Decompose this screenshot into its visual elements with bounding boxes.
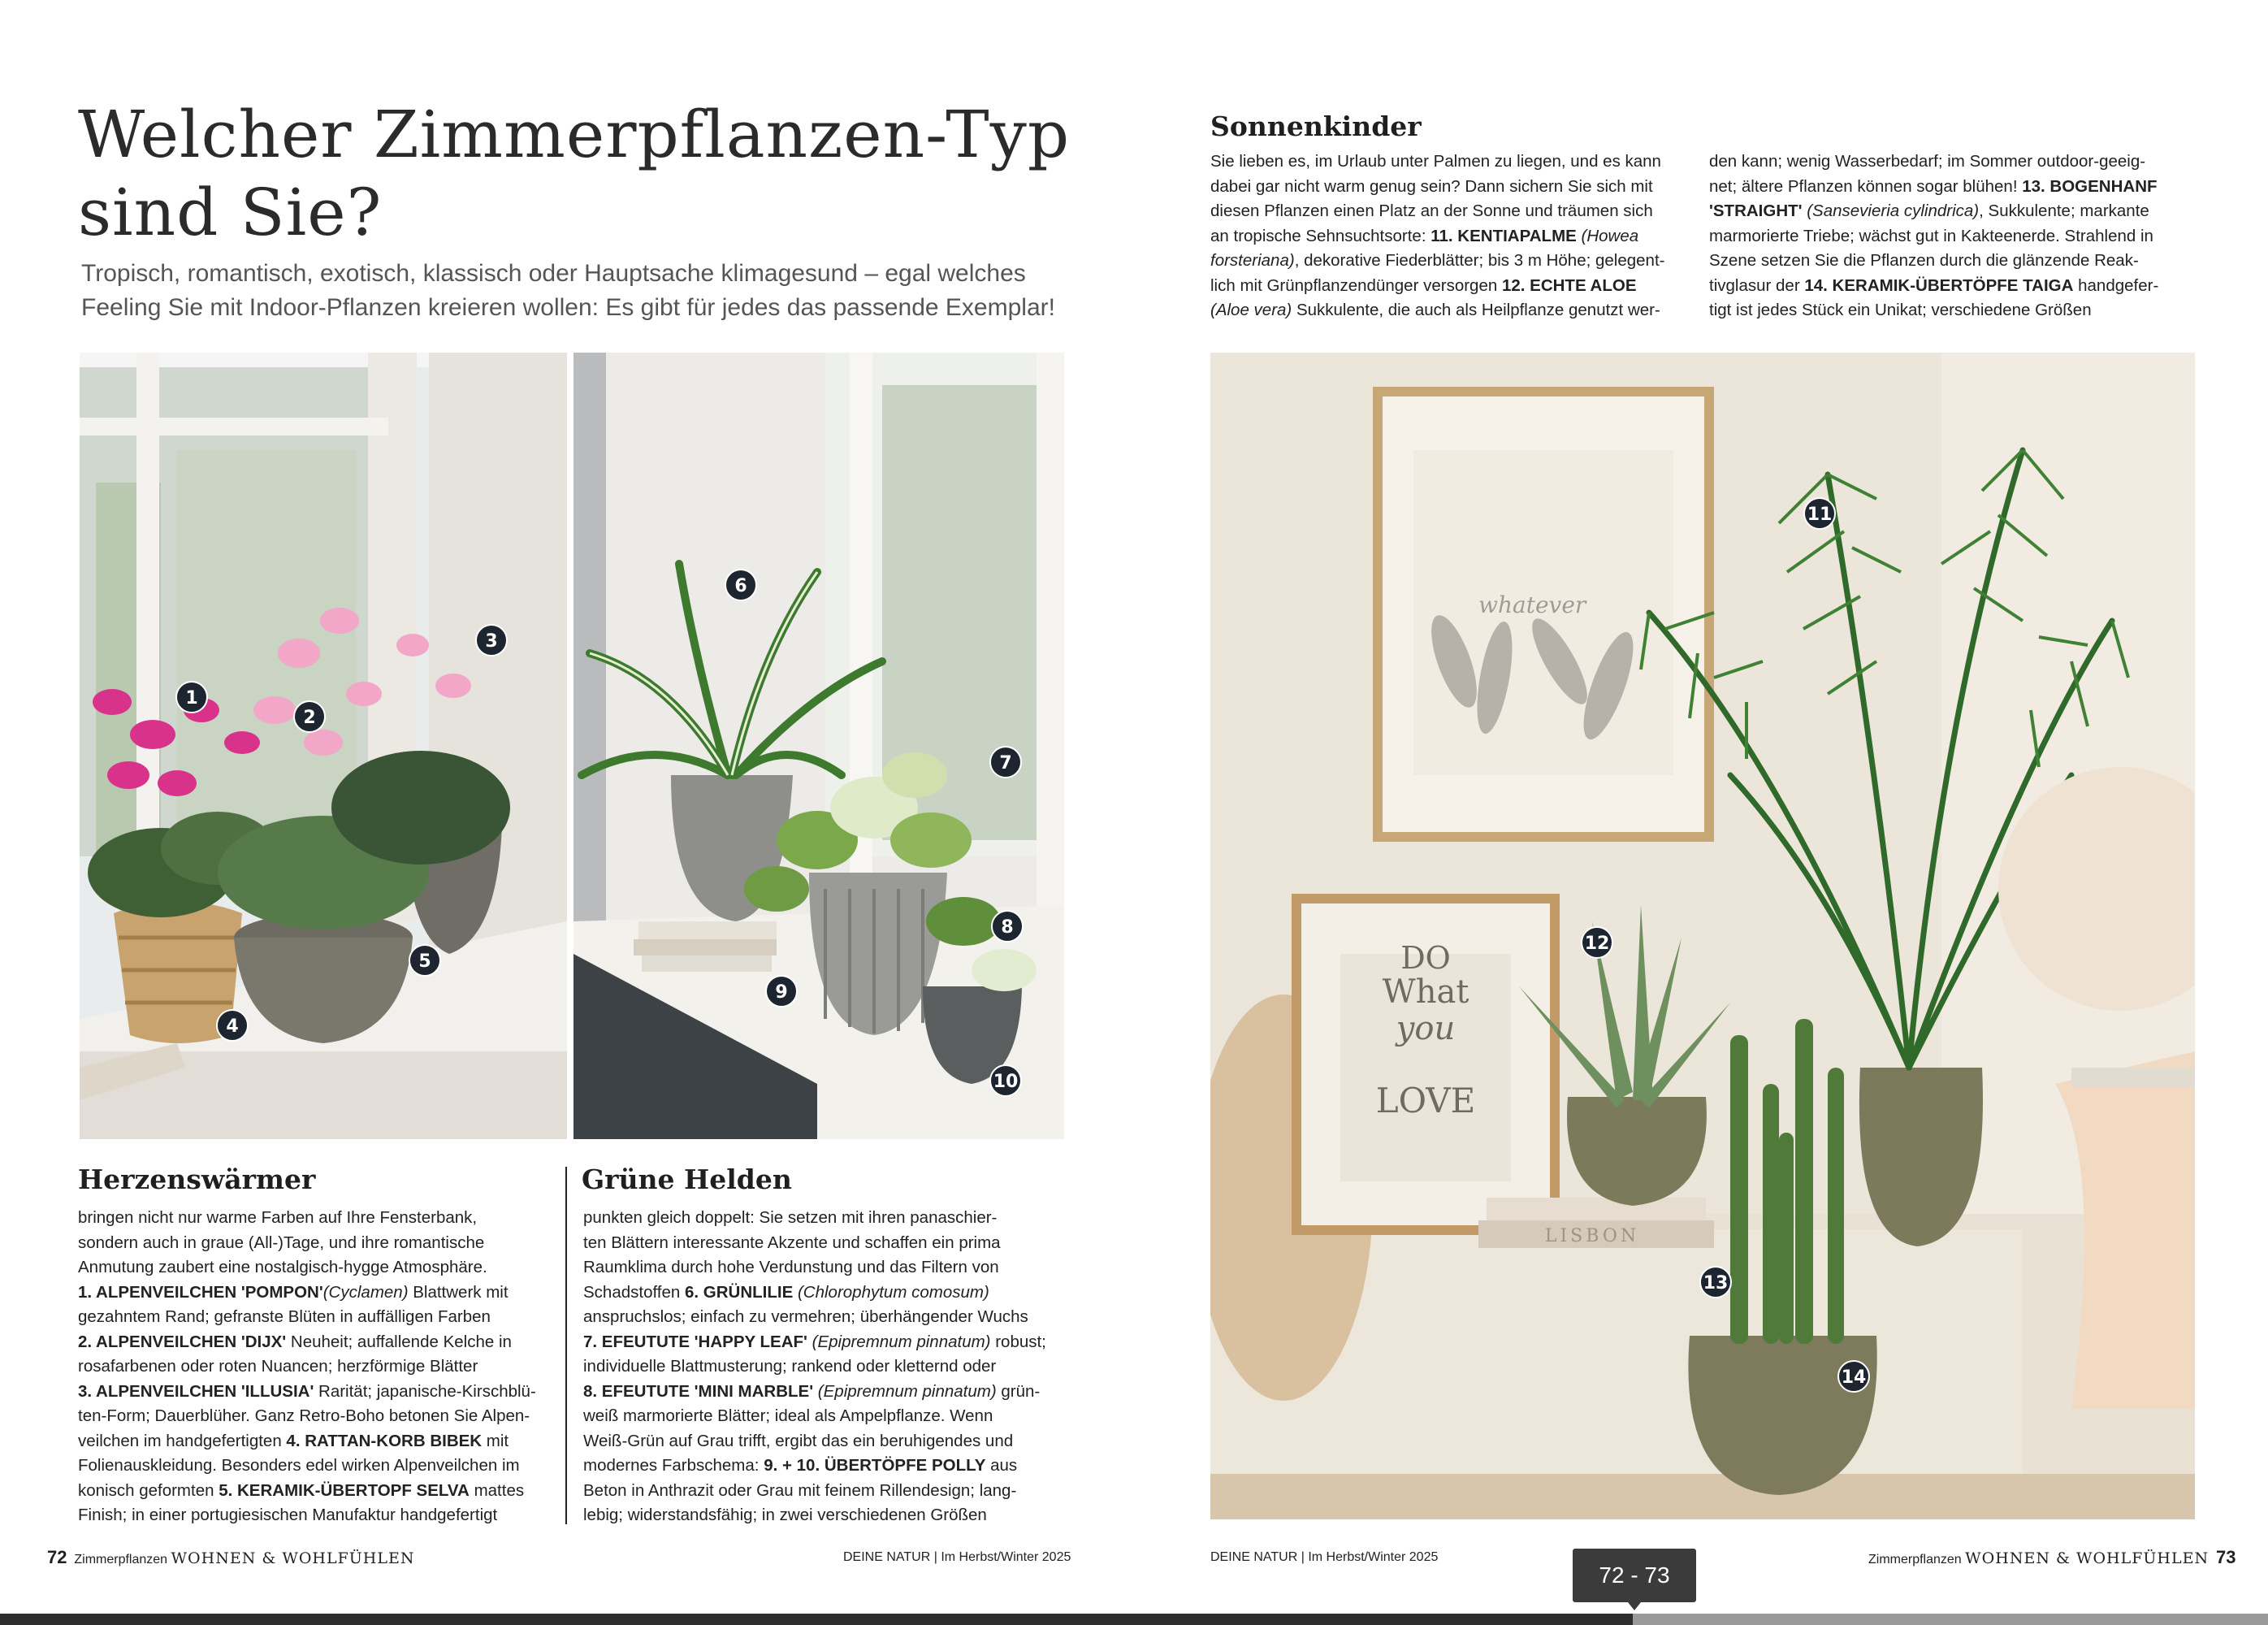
text-line: Schadstoffen 6. GRÜNLILIE (Chlorophytum comosum): [583, 1282, 989, 1302]
text-line: tivglasur der 14. KERAMIK-ÜBERTÖPFE TAIGA handgefer-: [1709, 275, 2159, 295]
text-line: 1. ALPENVEILCHEN 'POMPON'(Cyclamen) Blattwerk mit: [78, 1282, 509, 1302]
footer-mag-left: DEINE NATUR | Im Herbst/Winter 2025: [843, 1550, 1071, 1564]
reading-progress-bar[interactable]: [0, 1614, 2268, 1625]
reading-progress-fill: [0, 1614, 1633, 1625]
text-line: sondern auch in graue (All-)Tage, und ihre romantische: [78, 1233, 485, 1252]
intro-line-1: Tropisch, romantisch, exotisch, klassisch oder Hauptsache klimagesund – egal welches: [81, 260, 1026, 287]
heading-herzenswaermer: Herzenswärmer: [78, 1164, 316, 1195]
text-line: net; ältere Pflanzen können sogar blühen! 13. BOGENHANF: [1709, 176, 2158, 196]
marker-6: 6: [725, 569, 757, 601]
text-line: Folienauskleidung. Besonders edel wirken Alpenveilchen im: [78, 1456, 520, 1475]
marker-8: 8: [991, 910, 1024, 942]
frame1-script: whatever: [1478, 592, 1586, 618]
text-sonnenkinder-col2: [1709, 150, 2197, 323]
photo-gruene-helden: [573, 353, 1064, 1139]
text-line: 3. ALPENVEILCHEN 'ILLUSIA' Rarität; japanische-Kirschblü-: [78, 1381, 536, 1401]
text-line: Weiß-Grün auf Grau trifft, ergibt das ein beruhigendes und: [583, 1431, 1014, 1450]
footer-brand-left: WOHNEN & WOHLFÜHLEN: [171, 1549, 415, 1567]
text-line: weiß marmorierte Blätter; ideal als Ampelpflanze. Wenn: [583, 1406, 993, 1425]
text-line: Beton in Anthrazit oder Grau mit feinem Rillendesign; lang-: [583, 1480, 1017, 1500]
text-line: den kann; wenig Wasserbedarf; im Sommer outdoor-geeig-: [1709, 152, 2146, 171]
text-line: punkten gleich doppelt: Sie setzen mit ihren panaschier-: [583, 1208, 998, 1227]
text-line: (Aloe vera) Sukkulente, die auch als Heilpflanze genutzt wer-: [1210, 301, 1660, 319]
marker-5: 5: [409, 944, 441, 977]
footer-mag-right: DEINE NATUR | Im Herbst/Winter 2025: [1210, 1550, 1439, 1564]
intro-text: [81, 257, 1089, 325]
text-line: anspruchslos; einfach zu vermehren; überhängender Wuchs: [583, 1307, 1028, 1326]
footer-left: [47, 1547, 415, 1568]
palm-room-image: [1210, 353, 2195, 1519]
marker-3: 3: [475, 624, 508, 656]
page-indicator[interactable]: 72 - 73: [1573, 1549, 1696, 1602]
marker-10: 10: [989, 1064, 1022, 1097]
title-line-1: Welcher Zimmerpflanzen-Typ: [78, 97, 1071, 172]
frame2-line0: DO: [1400, 940, 1451, 976]
page-number-left: 72: [47, 1547, 67, 1567]
text-line: an tropische Sehnsuchtsorte: 11. KENTIAPALME (Howea: [1210, 226, 1639, 245]
cyclamen-window-image: [80, 353, 567, 1139]
photo-herzenswaermer: [80, 353, 567, 1139]
text-line: diesen Pflanzen einen Platz an der Sonne und träumen sich: [1210, 202, 1653, 220]
footer-section-left: Zimmerpflanzen: [74, 1553, 168, 1566]
text-line: modernes Farbschema: 9. + 10. ÜBERTÖPFE POLLY aus: [583, 1456, 1018, 1475]
text-line: konisch geformten 5. KERAMIK-ÜBERTOPF SELVA mattes: [78, 1480, 525, 1500]
text-line: Finish; in einer portugiesischen Manufaktur handgefertigt: [78, 1506, 498, 1524]
marker-2: 2: [293, 700, 326, 733]
text-line: gezahntem Rand; gefranste Blüten in auffälligen Farben: [78, 1307, 491, 1326]
marker-14: 14: [1837, 1360, 1870, 1393]
text-line: 8. EFEUTUTE 'MINI MARBLE' (Epipremnum pinnatum) grün-: [583, 1381, 1041, 1401]
frame2-line3: LOVE: [1375, 1081, 1476, 1120]
title-line-2: sind Sie?: [78, 175, 383, 250]
photo-sonnenkinder: [1210, 353, 2195, 1519]
marker-1: 1: [175, 681, 208, 713]
intro-line-2: Feeling Sie mit Indoor-Pflanzen kreieren wollen: Es gibt für jedes das passende Exemplar!: [81, 294, 1055, 321]
text-line: 2. ALPENVEILCHEN 'DIJX' Neuheit; auffallende Kelche in: [78, 1332, 512, 1351]
text-line: individuelle Blattmusterung; rankend oder kletternd oder: [583, 1357, 997, 1376]
text-line: Szene setzen Sie die Pflanzen durch die glänzende Reak-: [1709, 251, 2139, 270]
text-line: lich mit Grünpflanzendünger versorgen 12. ECHTE ALOE: [1210, 275, 1637, 295]
footer-brand-right: WOHNEN & WOHLFÜHLEN: [1965, 1549, 2210, 1567]
frame2-line2: you: [1396, 1010, 1456, 1047]
text-line: veilchen im handgefertigten 4. RATTAN-KORB BIBEK mit: [78, 1431, 509, 1450]
green-plants-window-image: [573, 353, 1064, 1139]
text-line: marmorierte Triebe; wächst gut in Kakteenerde. Strahlend in: [1709, 226, 2153, 245]
page-title: [78, 96, 1102, 252]
footer-section-right: Zimmerpflanzen: [1868, 1553, 1962, 1566]
marker-7: 7: [989, 746, 1022, 778]
text-line: dabei gar nicht warm genug sein? Dann sichern Sie sich mit: [1210, 176, 1653, 196]
text-herzenswaermer: [78, 1206, 557, 1528]
book-spine-text: LISBON: [1544, 1226, 1640, 1246]
marker-4: 4: [216, 1009, 249, 1042]
frame2-line1: What: [1382, 973, 1469, 1011]
heading-sonnenkinder: Sonnenkinder: [1210, 110, 1422, 142]
text-line: bringen nicht nur warme Farben auf Ihre Fensterbank,: [78, 1208, 478, 1227]
text-sonnenkinder-col1: [1210, 150, 1690, 323]
text-line: forsteriana), dekorative Fiederblätter; bis 3 m Höhe; gelegent-: [1210, 251, 1665, 270]
marker-12: 12: [1581, 926, 1613, 959]
text-line: Anmutung zaubert eine nostalgisch-hygge Atmosphäre.: [78, 1258, 487, 1276]
text-line: ten Blättern interessante Akzente und schaffen ein prima: [583, 1233, 1001, 1252]
text-line: 'STRAIGHT' (Sansevieria cylindrica), Sukkulente; markante: [1709, 202, 2149, 220]
text-line: 7. EFEUTUTE 'HAPPY LEAF' (Epipremnum pinnatum) robust;: [583, 1332, 1046, 1351]
text-line: ten-Form; Dauerblüher. Ganz Retro-Boho betonen Sie Alpen-: [78, 1406, 530, 1425]
text-line: rosafarbenen oder roten Nuancen; herzförmige Blätter: [78, 1357, 478, 1376]
marker-11: 11: [1803, 497, 1836, 530]
text-line: Sie lieben es, im Urlaub unter Palmen zu liegen, und es kann: [1210, 152, 1661, 171]
text-gruene-helden: [583, 1206, 1063, 1528]
heading-gruene-helden: Grüne Helden: [582, 1164, 792, 1195]
text-line: Raumklima durch hohe Verdunstung und das Filtern von: [583, 1258, 999, 1276]
footer-right: [1868, 1547, 2236, 1568]
text-line: tigt ist jedes Stück ein Unikat; verschiedene Größen: [1709, 301, 2092, 319]
page-number-right: 73: [2216, 1547, 2236, 1567]
column-divider: [565, 1167, 567, 1524]
marker-9: 9: [765, 975, 798, 1008]
text-line: lebig; widerstandsfähig; in zwei verschiedenen Größen: [583, 1506, 987, 1524]
marker-13: 13: [1699, 1266, 1732, 1298]
